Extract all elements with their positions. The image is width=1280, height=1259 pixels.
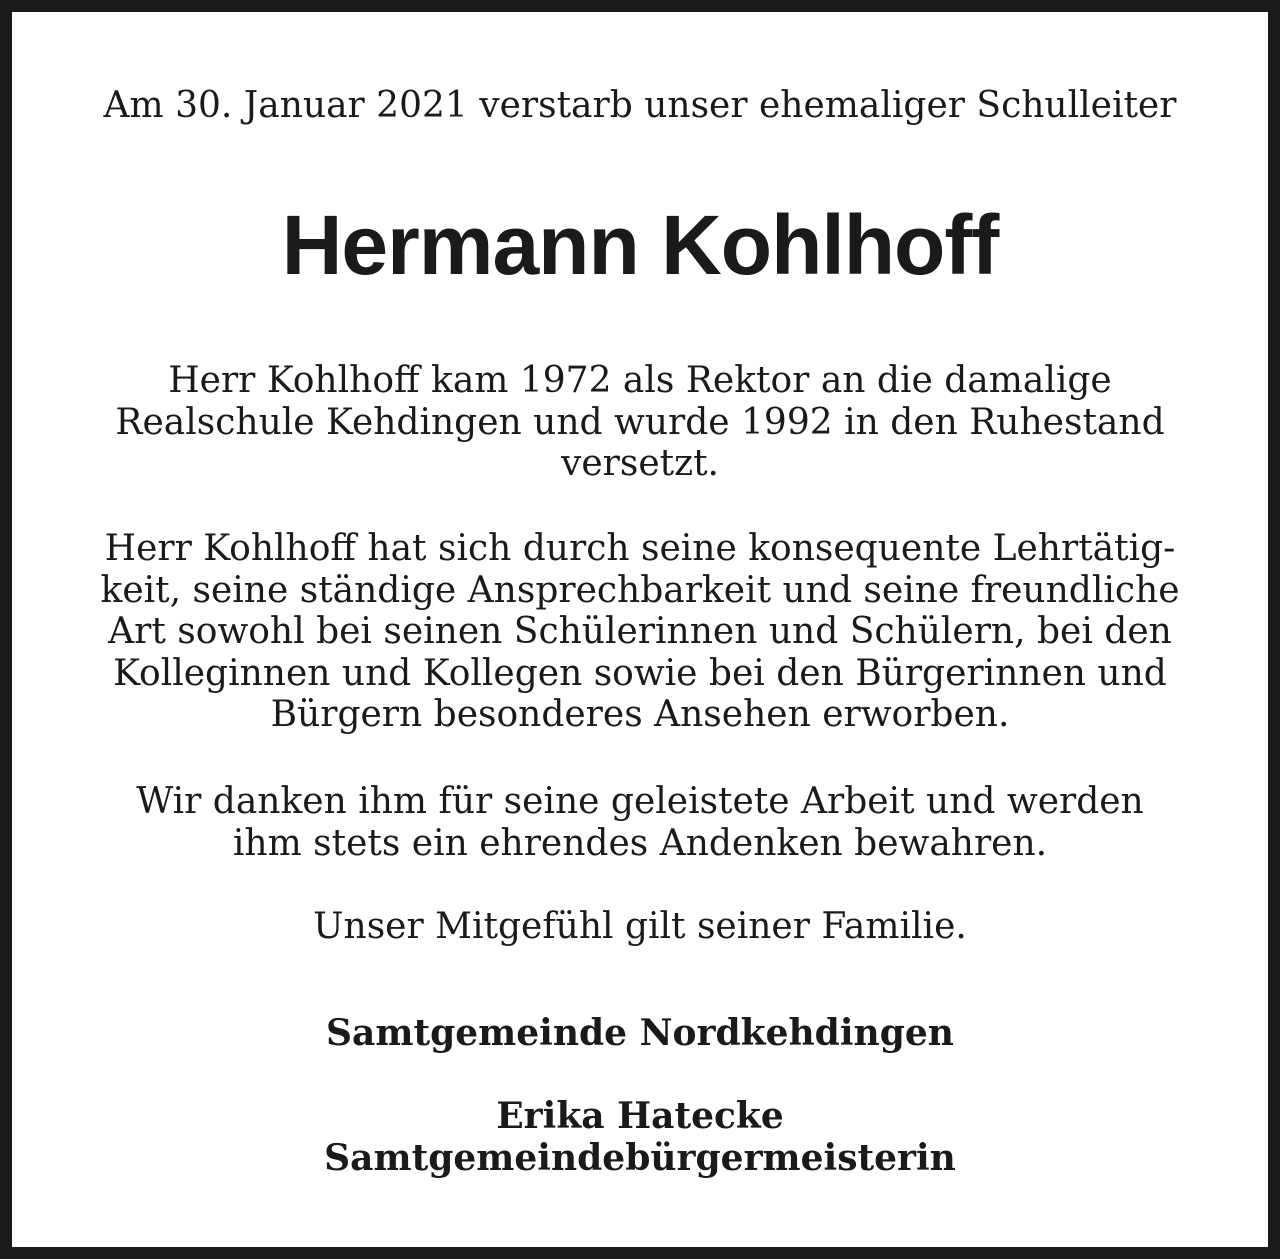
paragraph-line: Herr Kohlhoff hat sich durch seine konsequente Lehrtätig-: [104, 528, 1176, 569]
signer-title: Samtgemeindebürgermeisterin: [324, 1137, 956, 1179]
paragraph-line: Kolleginnen und Kollegen sowie bei den Bürgerinnen und: [113, 652, 1167, 694]
paragraph-line: Unser Mitgefühl gilt seiner Familie.: [313, 906, 967, 947]
paragraph-thanks: [24, 781, 1256, 864]
paragraph-career: [24, 360, 1256, 485]
paragraph-line: keit, seine ständige Ansprechbarkeit und seine freundliche: [100, 569, 1180, 611]
paragraph-line: Wir danken ihm für seine geleistete Arbeit und werden: [136, 781, 1144, 822]
paragraph-line: ihm stets ein ehrendes Andenken bewahren.: [232, 822, 1048, 864]
paragraph-condolence: [24, 906, 1256, 948]
paragraph-tribute: [24, 528, 1256, 736]
paragraph-line: versetzt.: [561, 443, 719, 484]
signer-name: Erika Hatecke: [496, 1095, 784, 1137]
paragraph-line: Realschule Kehdingen und wurde 1992 in den Ruhestand: [115, 401, 1165, 443]
paragraph-line: Art sowohl bei seinen Schülerinnen und Schülern, bei den: [108, 611, 1172, 652]
paragraph-line: Bürgern besonderes Ansehen erworben.: [270, 694, 1010, 735]
signature-block: [24, 1095, 1256, 1179]
paragraph-line: Herr Kohlhoff kam 1972 als Rektor an die damalige: [168, 360, 1112, 401]
organization-name: Samtgemeinde Nordkehdingen: [326, 1012, 954, 1054]
intro-line: Am 30. Januar 2021 verstarb unser ehemaliger Schulleiter: [103, 85, 1177, 126]
deceased-name: Hermann Kohlhoff: [281, 198, 999, 292]
